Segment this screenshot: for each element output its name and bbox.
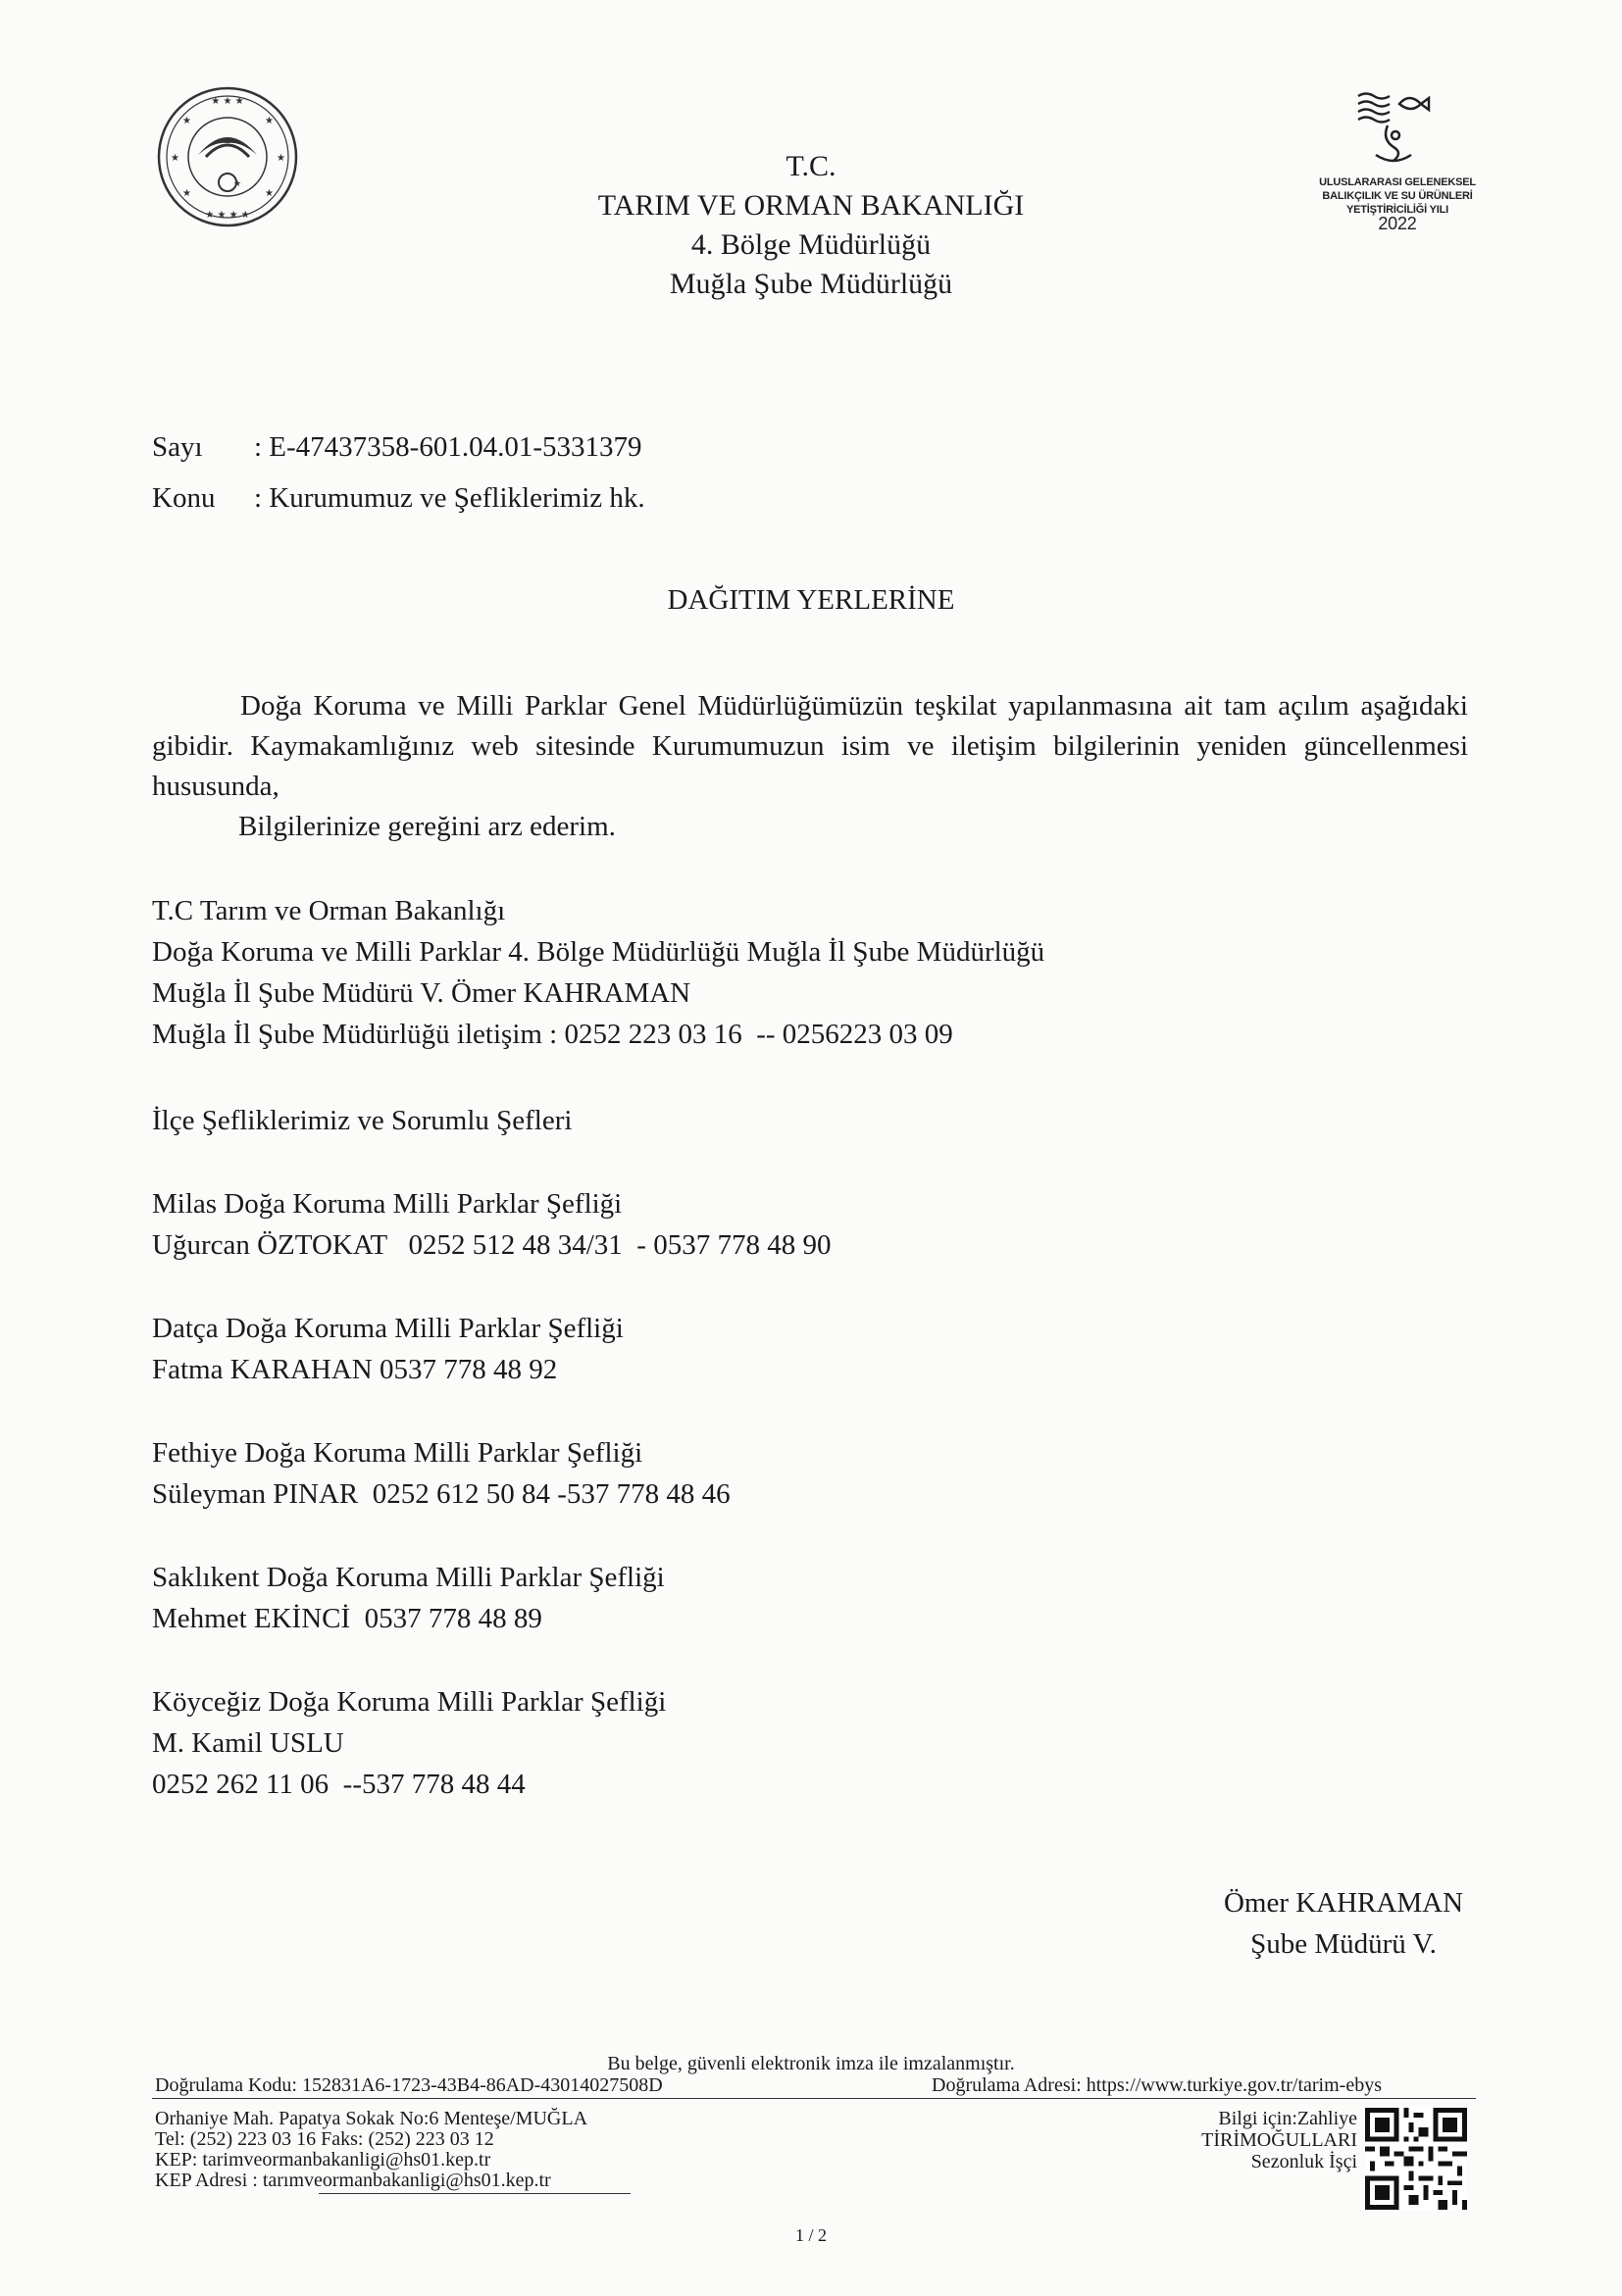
footer-kep-address: KEP Adresi : tarımveormanbakanligi@hs01.kep.tr — [155, 2170, 551, 2191]
office-line-4: Muğla İl Şube Müdürlüğü iletişim : 0252 223 03 16 -- 0256223 03 09 — [152, 1019, 953, 1050]
chiefs-heading — [152, 1100, 572, 1141]
info-line-3: Sezonluk İşçi — [1250, 2151, 1357, 2172]
svg-text:★: ★ — [265, 188, 274, 199]
chief-office: Fethiye Doğa Koruma Milli Parklar Şefliği — [152, 1437, 643, 1469]
svg-text:★: ★ — [171, 153, 179, 164]
chief-entry — [152, 1681, 666, 1805]
logo-line-2: BALIKÇILIK VE SU ÜRÜNLERİ — [1322, 190, 1473, 202]
office-info — [152, 890, 1044, 1055]
logo-line-3: YETİŞTİRİCİLİĞİ YILI — [1346, 204, 1448, 216]
chiefs-heading-text: İlçe Şefliklerimiz ve Sorumlu Şefleri — [152, 1105, 573, 1136]
footer-divider — [152, 2098, 1476, 2099]
sayi-value: : E-47437358-601.04.01-5331379 — [254, 431, 642, 463]
qr-code-icon — [1365, 2108, 1467, 2210]
document-header — [0, 147, 1622, 304]
info-line-2: TİRİMOĞULLARI — [1201, 2129, 1357, 2151]
header-tc: T.C. — [786, 150, 836, 182]
footer-address: Orhaniye Mah. Papatya Sokak No:6 Menteşe/MUĞLA — [155, 2108, 588, 2129]
chief-entry — [152, 1308, 624, 1390]
konu-value: : Kurumumuz ve Şefliklerimiz hk. — [254, 482, 645, 514]
header-region: 4. Bölge Müdürlüğü — [690, 228, 932, 261]
chief-entry — [152, 1183, 831, 1266]
meta-sayi — [152, 422, 645, 473]
body-text — [152, 686, 1468, 847]
verify-address: Doğrulama Adresi: https://www.turkiye.gov.tr/tarim-ebys — [932, 2074, 1382, 2096]
chief-phone: 0252 262 11 06 --537 778 48 44 — [152, 1769, 526, 1800]
footer-tel: Tel: (252) 223 03 16 Faks: (252) 223 03 12 — [155, 2128, 494, 2150]
chief-entry — [152, 1557, 665, 1639]
chief-person: Uğurcan ÖZTOKAT 0252 512 48 34/31 - 0537 778 48 90 — [152, 1229, 832, 1261]
chief-office: Saklıkent Doğa Koruma Milli Parklar Şefliği — [152, 1562, 665, 1593]
info-line-1: Bilgi için:Zahliye — [1218, 2108, 1357, 2129]
svg-text:★ ★ ★: ★ ★ ★ — [211, 96, 244, 107]
header-branch: Muğla Şube Müdürlüğü — [669, 268, 953, 300]
svg-text:★: ★ — [182, 116, 191, 126]
chief-office: Köyceğiz Doğa Koruma Milli Parklar Şefliği — [152, 1686, 667, 1718]
chief-person: Mehmet EKİNCİ 0537 778 48 89 — [152, 1603, 542, 1634]
signer-name: Ömer KAHRAMAN — [1223, 1887, 1464, 1919]
body-paragraph-2: Bilgilerinize gereğini arz ederim. — [238, 811, 616, 842]
signer-title: Şube Müdürü V. — [1250, 1928, 1437, 1960]
chief-office: Milas Doğa Koruma Milli Parklar Şefliği — [152, 1188, 623, 1220]
office-line-1: T.C Tarım ve Orman Bakanlığı — [152, 895, 506, 926]
verify-code: Doğrulama Kodu: 152831A6-1723-43B4-86AD-43014027508D — [155, 2074, 663, 2096]
chief-person: Süleyman PINAR 0252 612 50 84 -537 778 48 46 — [152, 1478, 731, 1510]
chief-office: Datça Doğa Koruma Milli Parklar Şefliği — [152, 1313, 624, 1344]
body-paragraph-1: Doğa Koruma ve Milli Parklar Genel Müdürlüğümüzün teşkilat yapılanmasına ait tam açılım aşağıdaki gibidir. Kaymakamlığınız web sitesinde Kurumumuzun isim ve iletişim bilgilerinin yeniden güncellenmesi hususunda, — [152, 690, 1468, 802]
sayi-label: Sayı — [152, 431, 203, 463]
svg-text:★: ★ — [277, 153, 285, 164]
meta-konu — [152, 473, 645, 524]
signature-block — [1177, 1882, 1510, 1965]
konu-label: Konu — [152, 482, 216, 514]
office-line-2: Doğa Koruma ve Milli Parklar 4. Bölge Müdürlüğü Muğla İl Şube Müdürlüğü — [152, 936, 1045, 968]
page-number: 1 / 2 — [794, 2225, 827, 2245]
svg-text:★: ★ — [265, 116, 274, 126]
chief-person: Fatma KARAHAN 0537 778 48 92 — [152, 1354, 558, 1385]
svg-text:★: ★ — [233, 179, 242, 189]
logo-line-4: 2022 — [1378, 214, 1417, 233]
header-ministry: TARIM VE ORMAN BAKANLIĞI — [597, 189, 1025, 222]
chief-entry — [152, 1432, 731, 1515]
svg-text:★: ★ — [182, 188, 191, 199]
svg-text:★ ★ ★ ★: ★ ★ ★ ★ — [205, 210, 250, 221]
kep-underline — [319, 2193, 631, 2194]
office-line-3: Muğla İl Şube Müdürü V. Ömer KAHRAMAN — [152, 977, 691, 1009]
meta-block — [152, 422, 645, 524]
chief-person: M. Kamil USLU — [152, 1727, 344, 1759]
logo-line-1: ULUSLARARASI GELENEKSEL — [1319, 176, 1476, 188]
recipient-title: DAĞITIM YERLERİNE — [667, 584, 955, 616]
footer-kep: KEP: tarimveormanbakanligi@hs01.kep.tr — [155, 2149, 491, 2171]
esign-note: Bu belge, güvenli elektronik imza ile imzalanmıştır. — [607, 2053, 1015, 2074]
